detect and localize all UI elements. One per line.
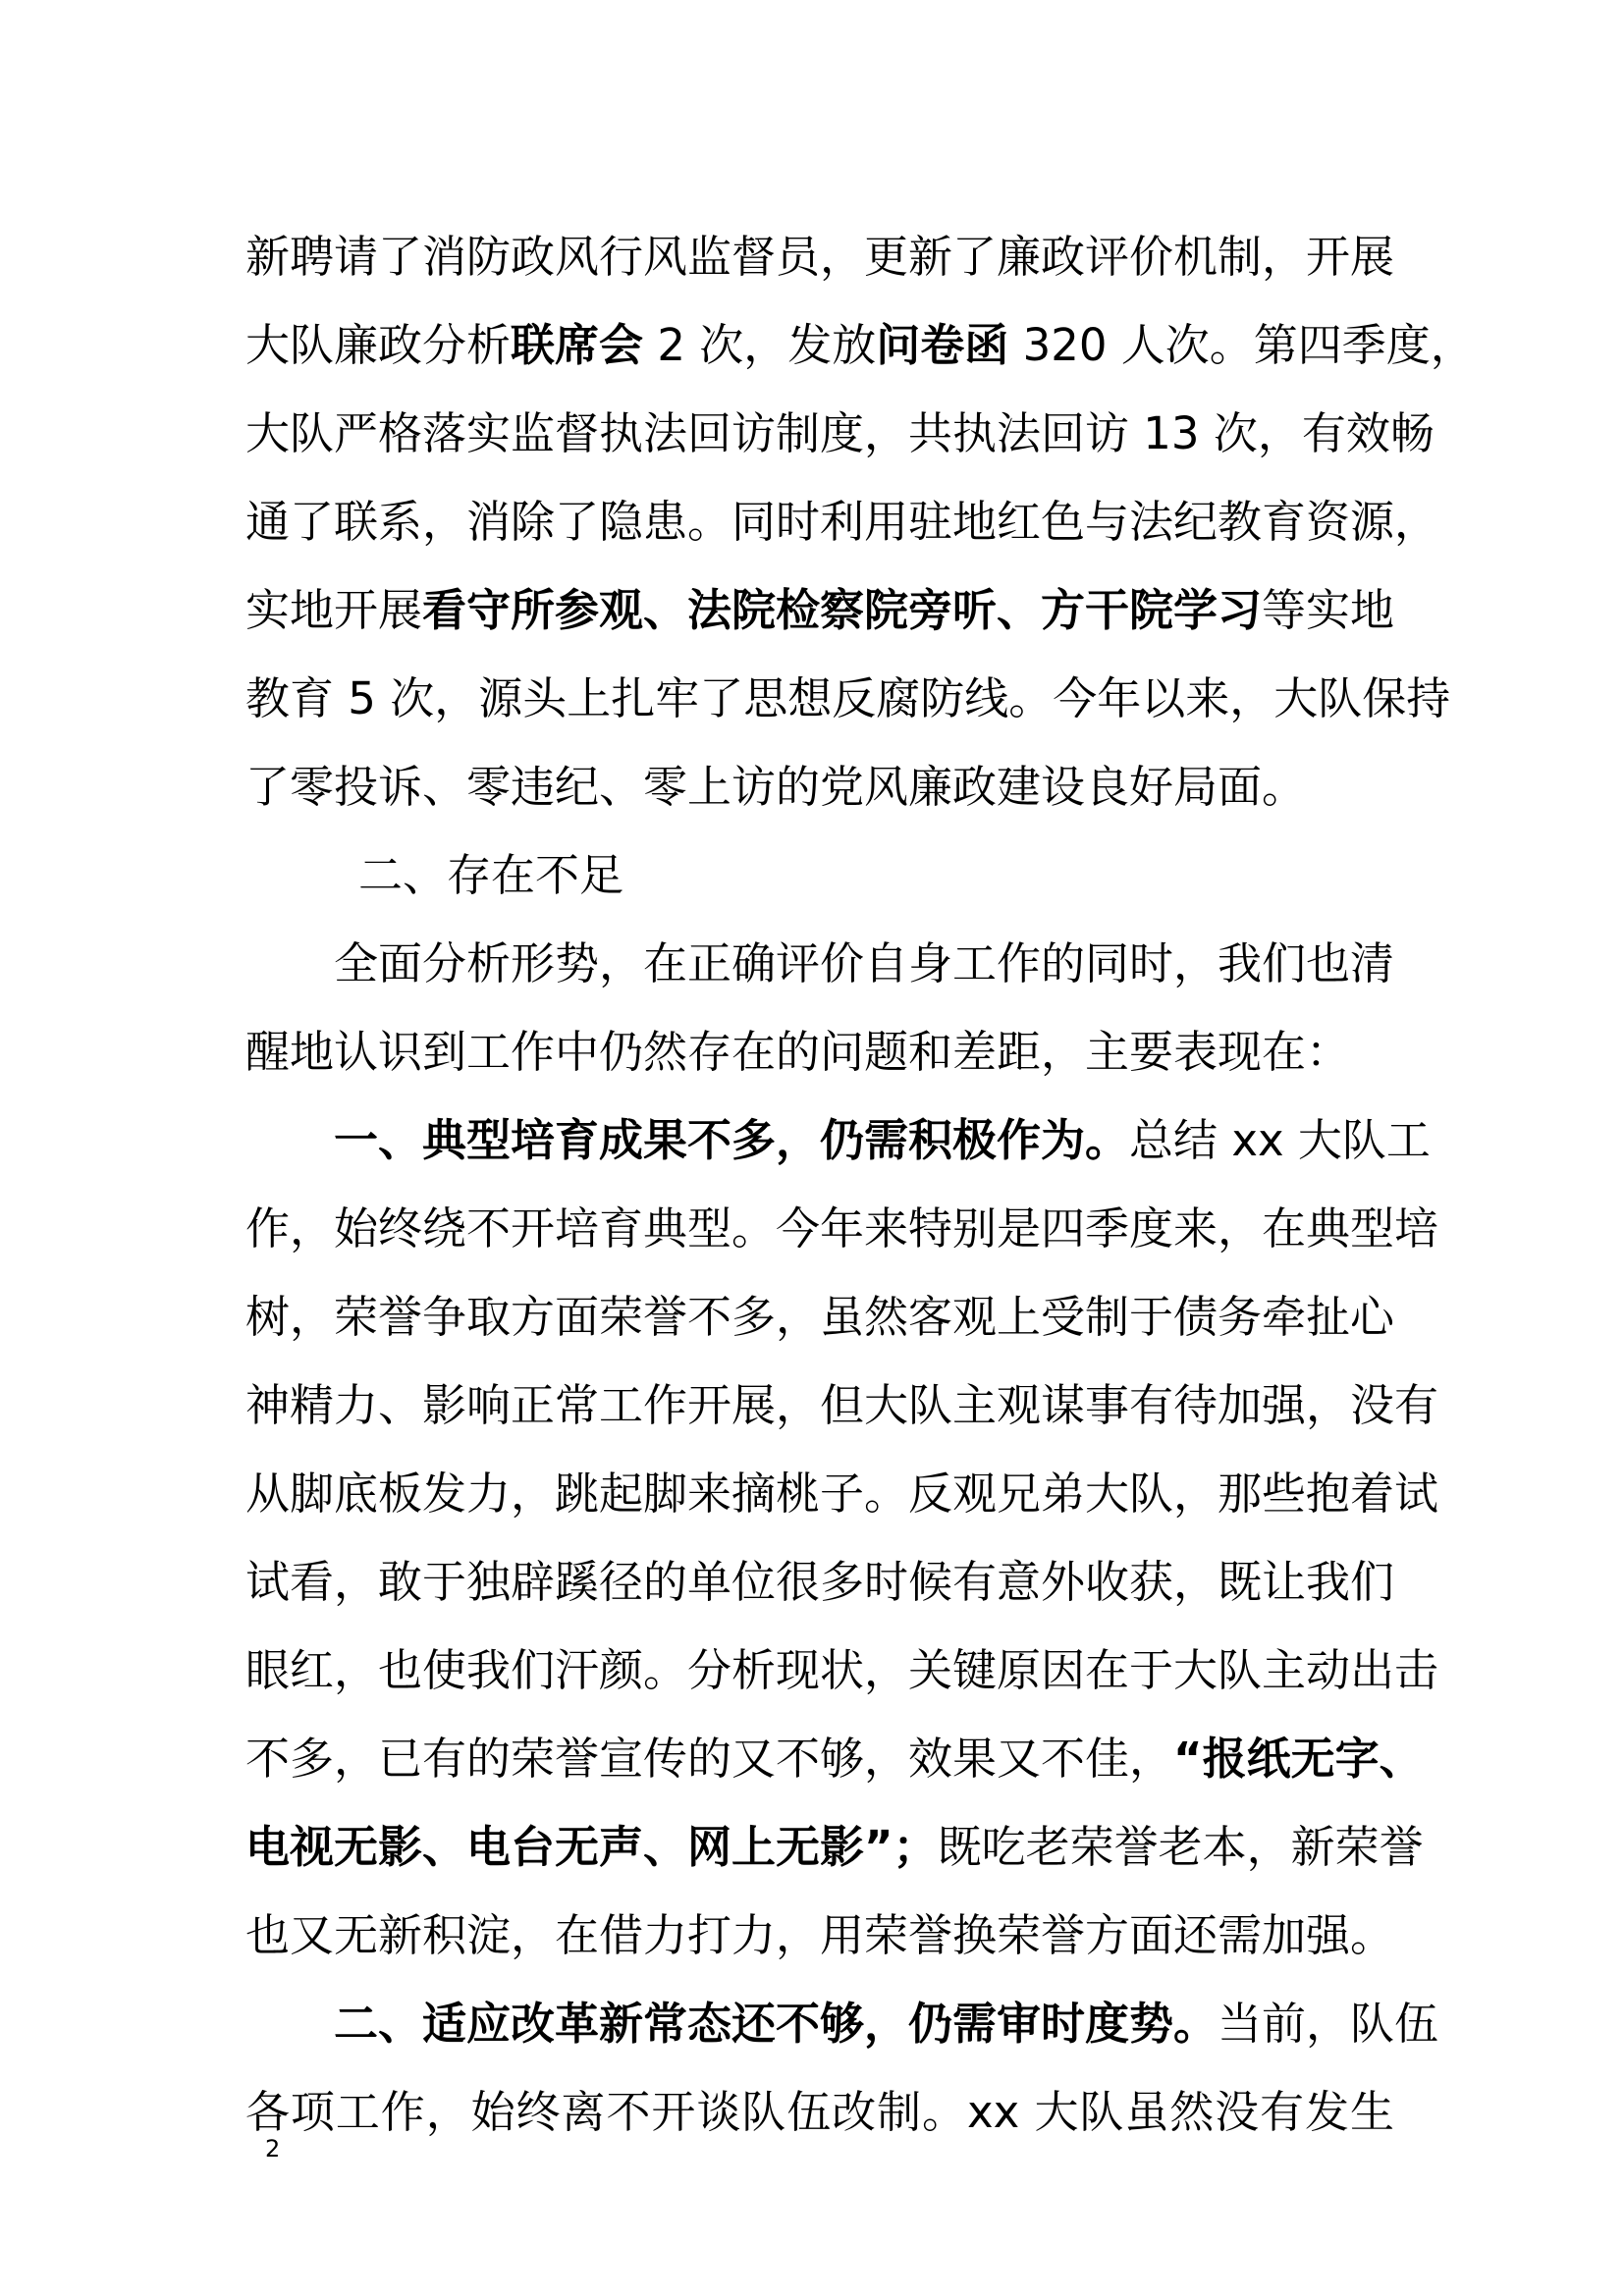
bold-text-segment: “报纸无字、 <box>1173 1733 1424 1785</box>
text-segment: 树，荣誉争取方面荣誉不多，虽然客观上受制于债务牵扯心 <box>245 1291 1395 1343</box>
text-segment: 2 次，发放 <box>643 319 877 371</box>
subheading-line <box>334 1995 1439 2054</box>
text-segment: 大队廉政分析 <box>245 319 512 371</box>
text-line <box>245 2083 1394 2142</box>
text-segment: 二、存在不足 <box>358 849 624 901</box>
text-line <box>245 404 1435 463</box>
text-segment: 教育 5 次，源头上扎牢了思想反腐防线。今年以来，大队保持 <box>245 672 1451 724</box>
text-line <box>245 1376 1439 1435</box>
text-segment: 眼红，也使我们汗颜。分析现状，关键原因在于大队主动出击 <box>245 1644 1439 1696</box>
text-segment: 通了联系，消除了隐患。同时利用驻地红色与法纪教育资源， <box>245 496 1439 548</box>
text-line <box>245 669 1451 728</box>
page-number: 2 <box>265 2135 281 2163</box>
bold-text-segment: 二、适应改革新常态还不够，仍需审时度势。 <box>334 1998 1218 2050</box>
text-line <box>245 1553 1394 1612</box>
text-segment: 既吃老荣誉老本，新荣誉 <box>937 1821 1424 1873</box>
text-segment: 当前，队伍 <box>1218 1998 1439 2050</box>
text-segment: 神精力、影响正常工作开展，但大队主观谋事有待加强，没有 <box>245 1379 1439 1431</box>
text-segment: 作，始终绕不开培育典型。今年来特别是四季度来，在典型培 <box>245 1202 1439 1255</box>
text-line <box>245 1465 1439 1523</box>
text-segment: 实地开展 <box>245 584 423 636</box>
text-segment: 试看，敢于独辟蹊径的单位很多时候有意外收获，既让我们 <box>245 1556 1395 1608</box>
text-segment: 不多，已有的荣誉宣传的又不够，效果又不佳， <box>245 1733 1174 1785</box>
text-line <box>334 934 1394 993</box>
text-line <box>245 1200 1439 1258</box>
subheading-line <box>334 1111 1431 1170</box>
text-segment: 了零投诉、零违纪、零上访的党风廉政建设良好局面。 <box>245 761 1307 813</box>
bold-text-segment: 联席会 <box>511 319 644 371</box>
text-segment: 从脚底板发力，跳起脚来摘桃子。反观兄弟大队，那些抱着试 <box>245 1468 1439 1520</box>
bold-text-segment: 电视无影、电台无声、网上无影”； <box>245 1821 938 1873</box>
text-line <box>245 1641 1439 1700</box>
bold-text-segment: 看守所参观、法院检察院旁听、方干院学习 <box>422 584 1263 636</box>
text-line <box>245 1818 1424 1877</box>
text-segment: 320 人次。第四季度， <box>1008 319 1475 371</box>
text-segment: 大队严格落实监督执法回访制度，共执法回访 13 次，有效畅 <box>245 407 1435 459</box>
text-line <box>245 1730 1424 1789</box>
text-line <box>245 758 1394 817</box>
text-line <box>245 493 1439 552</box>
text-line <box>245 1023 1394 1082</box>
text-segment: 各项工作，始终离不开谈队伍改制。xx 大队虽然没有发生 <box>245 2086 1394 2138</box>
bold-text-segment: 一、典型培育成果不多，仍需积极作为。 <box>334 1114 1130 1166</box>
text-segment: 全面分析形势，在正确评价自身工作的同时，我们也清 <box>334 937 1395 989</box>
section-heading <box>358 846 1394 905</box>
text-line <box>245 228 1394 287</box>
text-line <box>245 581 1394 640</box>
text-segment: 总结 xx 大队工 <box>1129 1114 1431 1166</box>
bold-text-segment: 问卷函 <box>876 319 1009 371</box>
text-segment: 醒地认识到工作中仍然存在的问题和差距，主要表现在： <box>245 1026 1351 1078</box>
text-segment: 新聘请了消防政风行风监督员，更新了廉政评价机制，开展 <box>245 231 1395 283</box>
text-segment: 等实地 <box>1262 584 1395 636</box>
text-line <box>245 316 1475 375</box>
text-line <box>245 1906 1394 1965</box>
text-line <box>245 1288 1394 1347</box>
text-segment: 也又无新积淀，在借力打力，用荣誉换荣誉方面还需加强。 <box>245 1909 1395 1961</box>
